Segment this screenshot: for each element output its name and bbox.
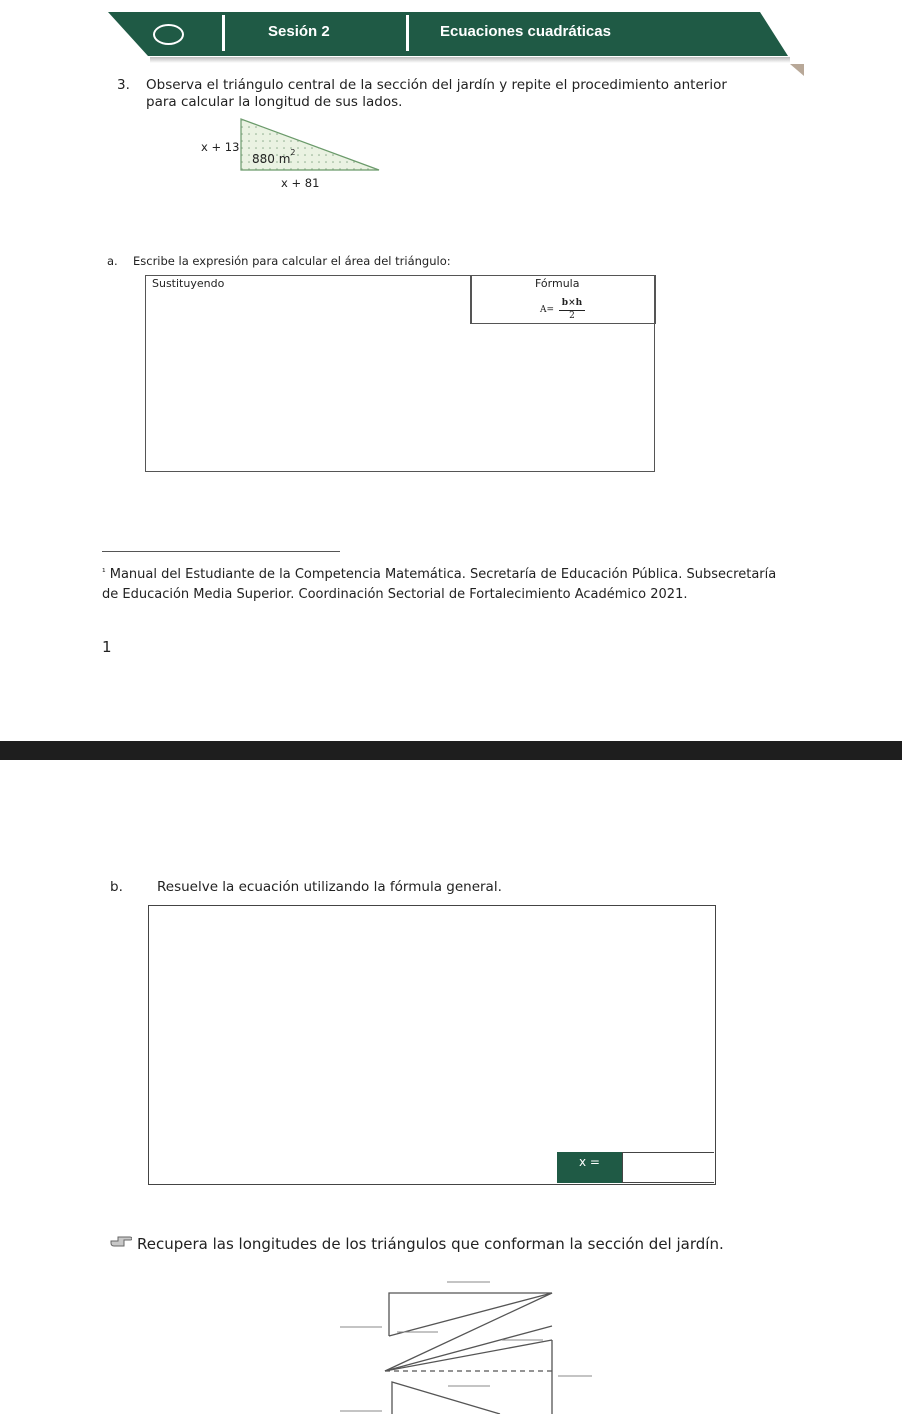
formula-label: Fórmula bbox=[535, 277, 580, 290]
area-exponent: 2 bbox=[290, 148, 296, 157]
part-a-letter: a. bbox=[107, 254, 118, 268]
recover-instruction: Recupera las longitudes de los triángulos que conforman la sección del jardín. bbox=[137, 1235, 724, 1253]
question-text-line2: para calcular la longitud de sus lados. bbox=[146, 94, 403, 110]
question-text-line1: Observa el triángulo central de la sección del jardín y repite el procedimiento anterior bbox=[146, 77, 727, 93]
area-value: 880 m bbox=[252, 152, 291, 166]
pointing-hand-icon bbox=[110, 1232, 132, 1248]
footnote-line1 bbox=[102, 567, 776, 582]
corner-decoration bbox=[790, 64, 804, 76]
banner-divider bbox=[222, 15, 225, 51]
footnote-divider bbox=[102, 551, 340, 552]
x-label-box: x = bbox=[557, 1152, 622, 1183]
garden-triangles-diagram bbox=[330, 1276, 600, 1414]
triangle-base-label: x + 81 bbox=[281, 176, 320, 190]
triangle-area-label bbox=[252, 148, 296, 166]
formula-denominator: 2 bbox=[569, 311, 575, 320]
banner-divider bbox=[406, 15, 409, 51]
formula-lhs: A= bbox=[540, 305, 555, 315]
footnote-text-1: Manual del Estudiante de la Competencia Matemática. Secretaría de Educación Pública. Subsecretaría bbox=[109, 567, 777, 582]
part-b-letter: b. bbox=[110, 879, 123, 895]
footnote-line2: de Educación Media Superior. Coordinación Sectorial de Fortalecimiento Académico 2021. bbox=[102, 587, 688, 602]
page-separator-bar bbox=[0, 741, 902, 760]
substituting-label: Sustituyendo bbox=[152, 277, 225, 290]
session-label: Sesión 2 bbox=[268, 23, 330, 40]
x-answer-field[interactable] bbox=[622, 1152, 714, 1183]
topic-title: Ecuaciones cuadráticas bbox=[440, 23, 611, 40]
page-number: 1 bbox=[102, 638, 112, 656]
footnote-marker: ¹ bbox=[102, 568, 106, 578]
question-number: 3. bbox=[117, 77, 130, 93]
formula-numerator: b×h bbox=[559, 297, 585, 311]
triangle-height-label: x + 13 bbox=[201, 140, 240, 154]
solution-work-box[interactable] bbox=[148, 905, 716, 1185]
part-a-prompt: Escribe la expresión para calcular el área del triángulo: bbox=[133, 254, 451, 268]
part-b-prompt: Resuelve la ecuación utilizando la fórmula general. bbox=[157, 879, 502, 895]
banner-shadow bbox=[150, 57, 790, 63]
circle-icon bbox=[153, 24, 184, 45]
